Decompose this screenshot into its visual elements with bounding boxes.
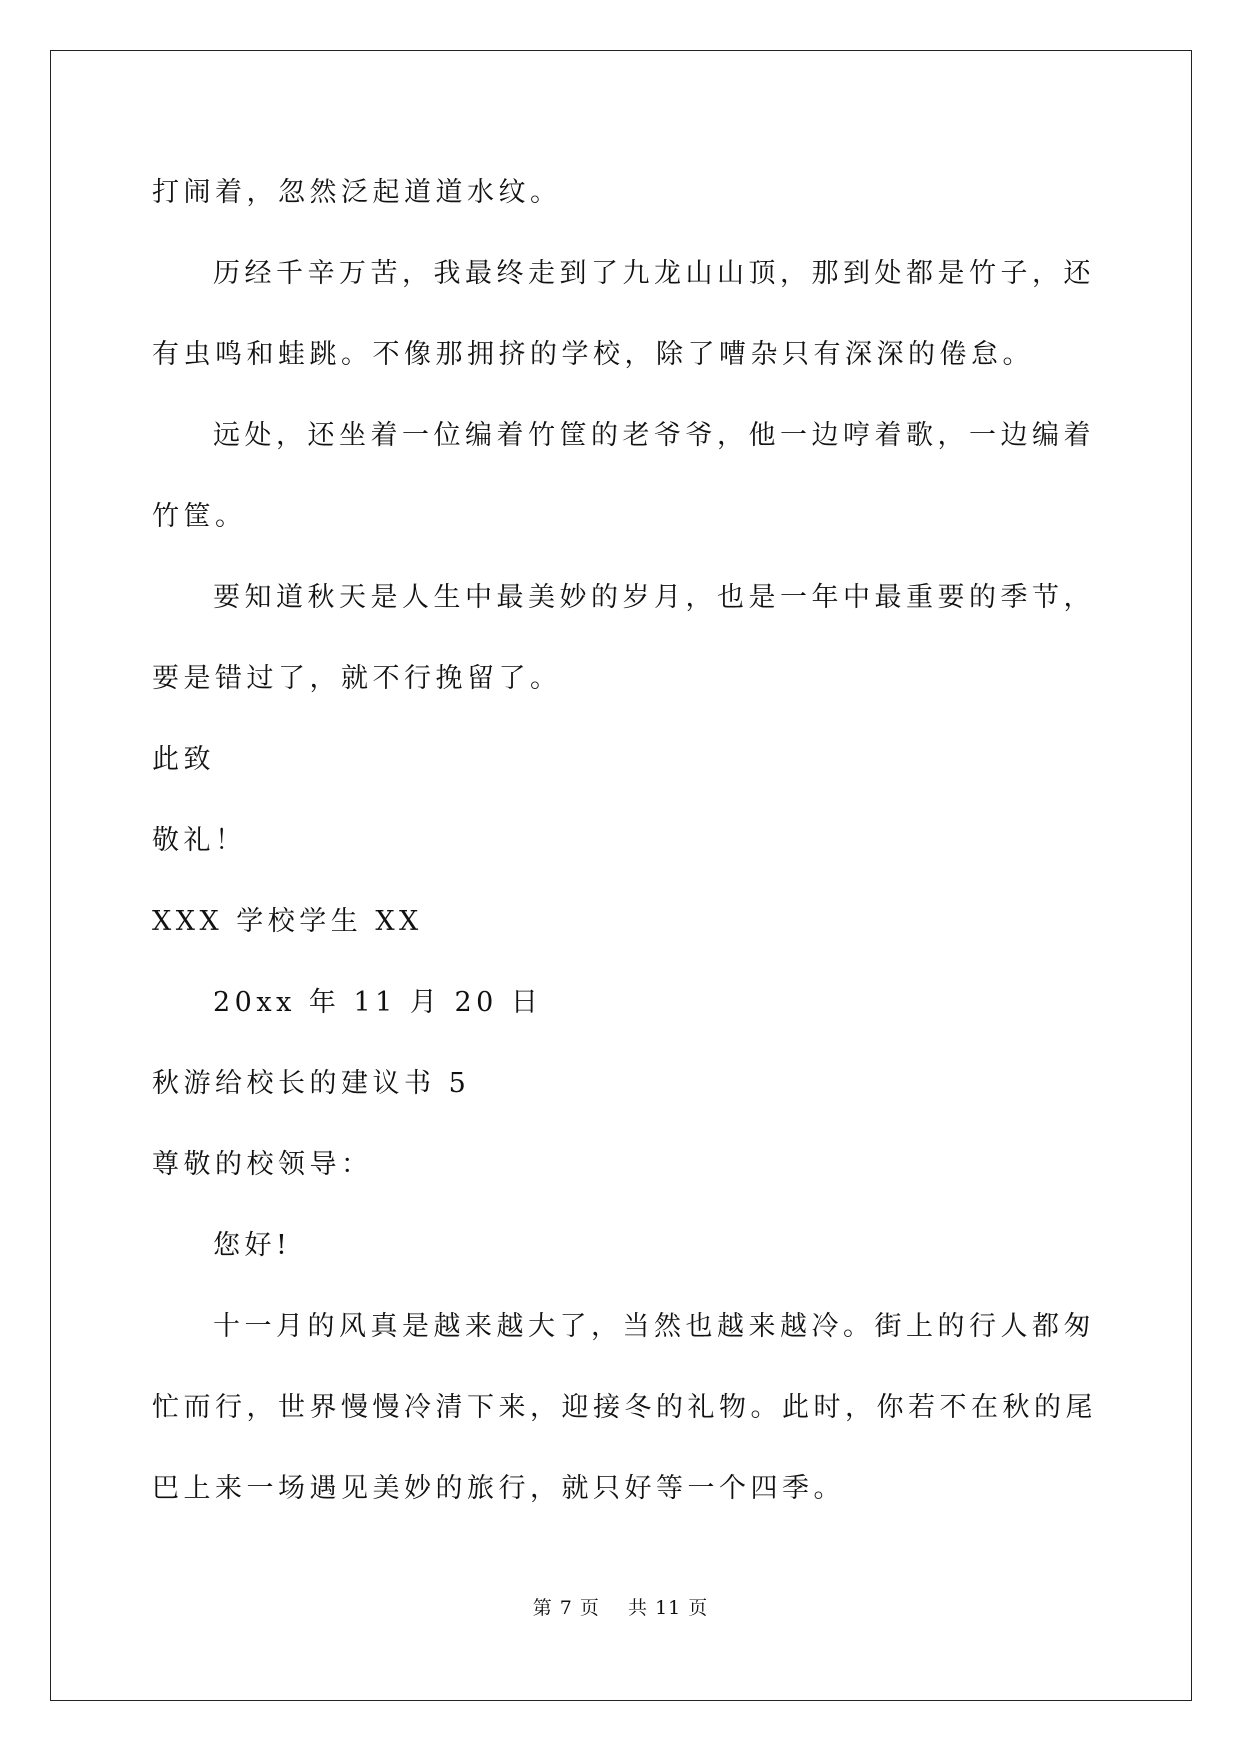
greeting-line: 您好! xyxy=(213,1230,292,1261)
paragraph-line: 有虫鸣和蛙跳。不像那拥挤的学校，除了嘈杂只有深深的倦怠。 xyxy=(152,339,1034,370)
paragraph-line: 要知道秋天是人生中最美妙的岁月，也是一年中最重要的季节， xyxy=(213,582,1095,613)
page-border xyxy=(50,50,1192,1701)
closing-line: 此致 xyxy=(152,744,215,775)
paragraph-line: 巴上来一场遇见美妙的旅行，就只好等一个四季。 xyxy=(152,1473,845,1504)
signature-line: XXX 学校学生 XX xyxy=(152,906,423,937)
section-title: 秋游给校长的建议书 5 xyxy=(152,1068,471,1099)
paragraph-line: 打闹着，忽然泛起道道水纹。 xyxy=(152,177,562,208)
salutation-line: 敬礼！ xyxy=(152,825,247,856)
greeting-line: 尊敬的校领导： xyxy=(152,1149,373,1180)
paragraph-line: 十一月的风真是越来越大了，当然也越来越冷。街上的行人都匆 xyxy=(213,1311,1095,1342)
paragraph-line: 竹筐。 xyxy=(152,501,247,532)
paragraph-line: 历经千辛万苦，我最终走到了九龙山山顶，那到处都是竹子，还 xyxy=(213,258,1095,289)
paragraph-line: 要是错过了，就不行挽留了。 xyxy=(152,663,562,694)
paragraph-line: 忙而行，世界慢慢冷清下来，迎接冬的礼物。此时，你若不在秋的尾 xyxy=(152,1392,1097,1423)
date-line: 20xx 年 11 月 20 日 xyxy=(213,987,543,1018)
paragraph-line: 远处，还坐着一位编着竹筐的老爷爷，他一边哼着歌，一边编着 xyxy=(213,420,1095,451)
page-number-footer: 第 7 页 共 11 页 xyxy=(532,1597,709,1619)
